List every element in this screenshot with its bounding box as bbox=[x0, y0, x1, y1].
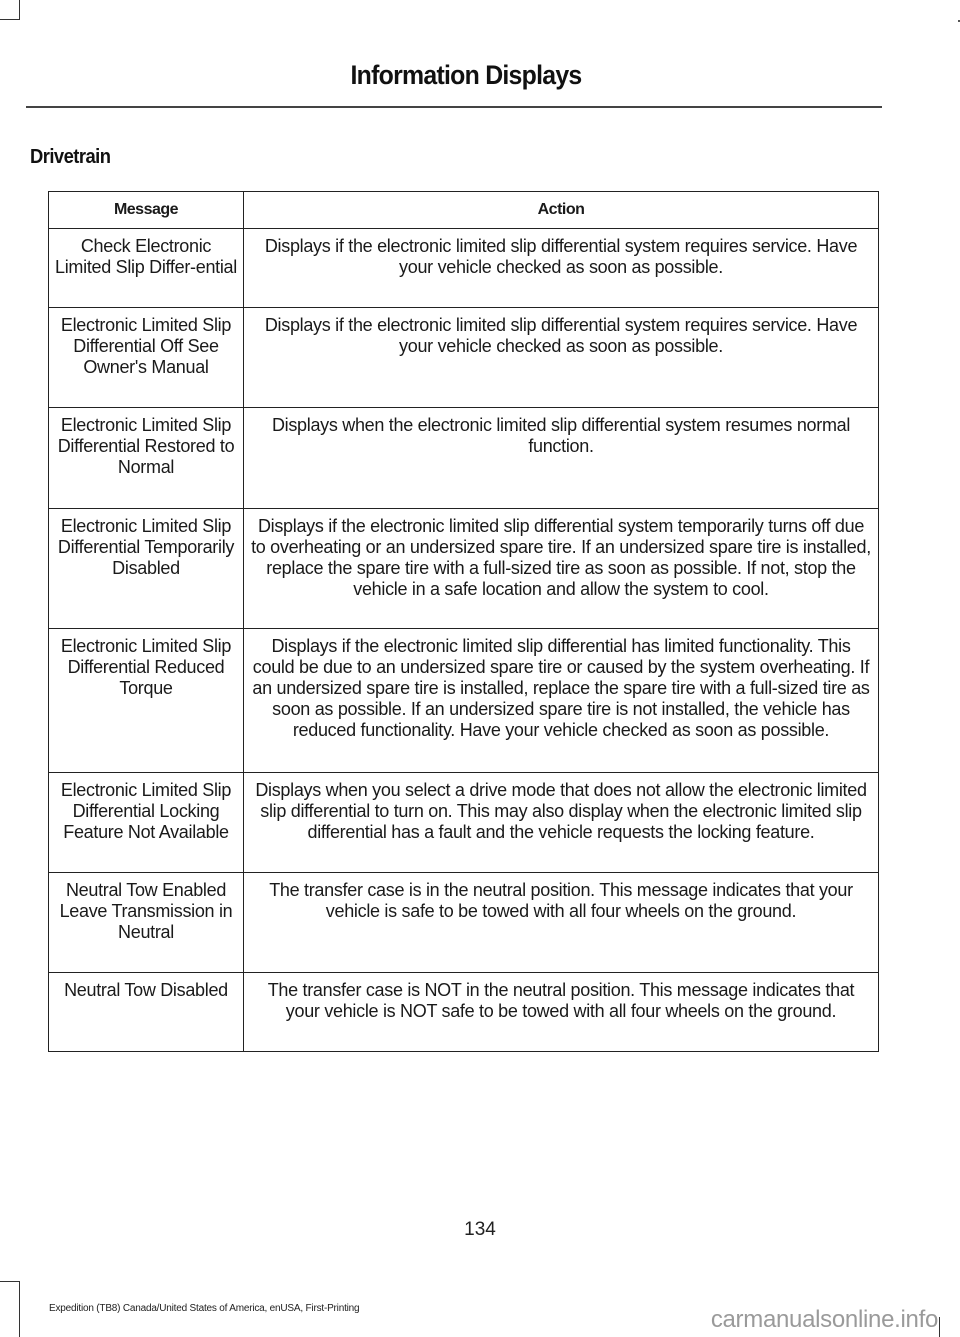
column-header-action: Action bbox=[244, 192, 879, 229]
crop-mark-bottom-right bbox=[939, 1317, 940, 1337]
table-header-row bbox=[49, 192, 879, 229]
action-cell: Displays if the electronic limited slip differential has limited functionality. This could be due to an undersized spare tire or caused by the system overheating. If an undersized spare tire is installed, replace the spare tire with a full-sized tire as soon as possible. If an undersized spare tire is not installed, the vehicle has reduced functionality. Have your vehicle checked as soon as possible. bbox=[244, 629, 879, 773]
table-row bbox=[49, 773, 879, 873]
table-row bbox=[49, 873, 879, 973]
crop-mark-bottom-left bbox=[0, 1281, 20, 1337]
watermark-link[interactable]: carmanualsonline.info bbox=[710, 1306, 938, 1333]
action-cell: The transfer case is in the neutral position. This message indicates that your vehicle is safe to be towed with all four wheels on the ground. bbox=[244, 873, 879, 973]
action-cell: Displays when you select a drive mode that does not allow the electronic limited slip differential to turn on. This may also display when the electronic limited slip differential has a fault and the vehicle requests the locking feature. bbox=[244, 773, 879, 873]
table-row bbox=[49, 509, 879, 629]
action-cell: The transfer case is NOT in the neutral position. This message indicates that your vehicle is NOT safe to be towed with all four wheels on the ground. bbox=[244, 973, 879, 1052]
table-row bbox=[49, 973, 879, 1052]
message-cell: Neutral Tow Enabled Leave Transmission in Neutral bbox=[49, 873, 244, 973]
page-number: 134 bbox=[464, 1219, 496, 1240]
column-header-message: Message bbox=[49, 192, 244, 229]
table-row bbox=[49, 229, 879, 308]
title-divider bbox=[26, 106, 882, 108]
page-title: Information Displays bbox=[350, 60, 582, 90]
table-row bbox=[49, 308, 879, 408]
message-cell: Electronic Limited Slip Differential Locking Feature Not Available bbox=[49, 773, 244, 873]
message-cell: Check Electronic Limited Slip Differ-ential bbox=[49, 229, 244, 308]
message-cell: Neutral Tow Disabled bbox=[49, 973, 244, 1052]
edition-footer: Expedition (TB8) Canada/United States of America, enUSA, First-Printing bbox=[49, 1303, 360, 1314]
action-cell: Displays when the electronic limited slip differential system resumes normal function. bbox=[244, 408, 879, 509]
table-row bbox=[49, 408, 879, 509]
section-heading: Drivetrain bbox=[30, 146, 111, 168]
message-cell: Electronic Limited Slip Differential Restored to Normal bbox=[49, 408, 244, 509]
action-cell: Displays if the electronic limited slip differential system requires service. Have your vehicle checked as soon as possible. bbox=[244, 308, 879, 408]
action-cell: Displays if the electronic limited slip differential system requires service. Have your vehicle checked as soon as possible. bbox=[244, 229, 879, 308]
crop-mark-top-left bbox=[0, 0, 20, 20]
table-row bbox=[49, 629, 879, 773]
message-cell: Electronic Limited Slip Differential Off See Owner's Manual bbox=[49, 308, 244, 408]
action-cell: Displays if the electronic limited slip differential system temporarily turns off due to overheating or an undersized spare tire. If an undersized spare tire is installed, replace the spare tire with a full-sized tire as soon as possible. If not, stop the vehicle in a safe location and allow the system to cool. bbox=[244, 509, 879, 629]
message-cell: Electronic Limited Slip Differential Temporarily Disabled bbox=[49, 509, 244, 629]
message-cell: Electronic Limited Slip Differential Reduced Torque bbox=[49, 629, 244, 773]
drivetrain-messages-table bbox=[48, 191, 879, 1052]
